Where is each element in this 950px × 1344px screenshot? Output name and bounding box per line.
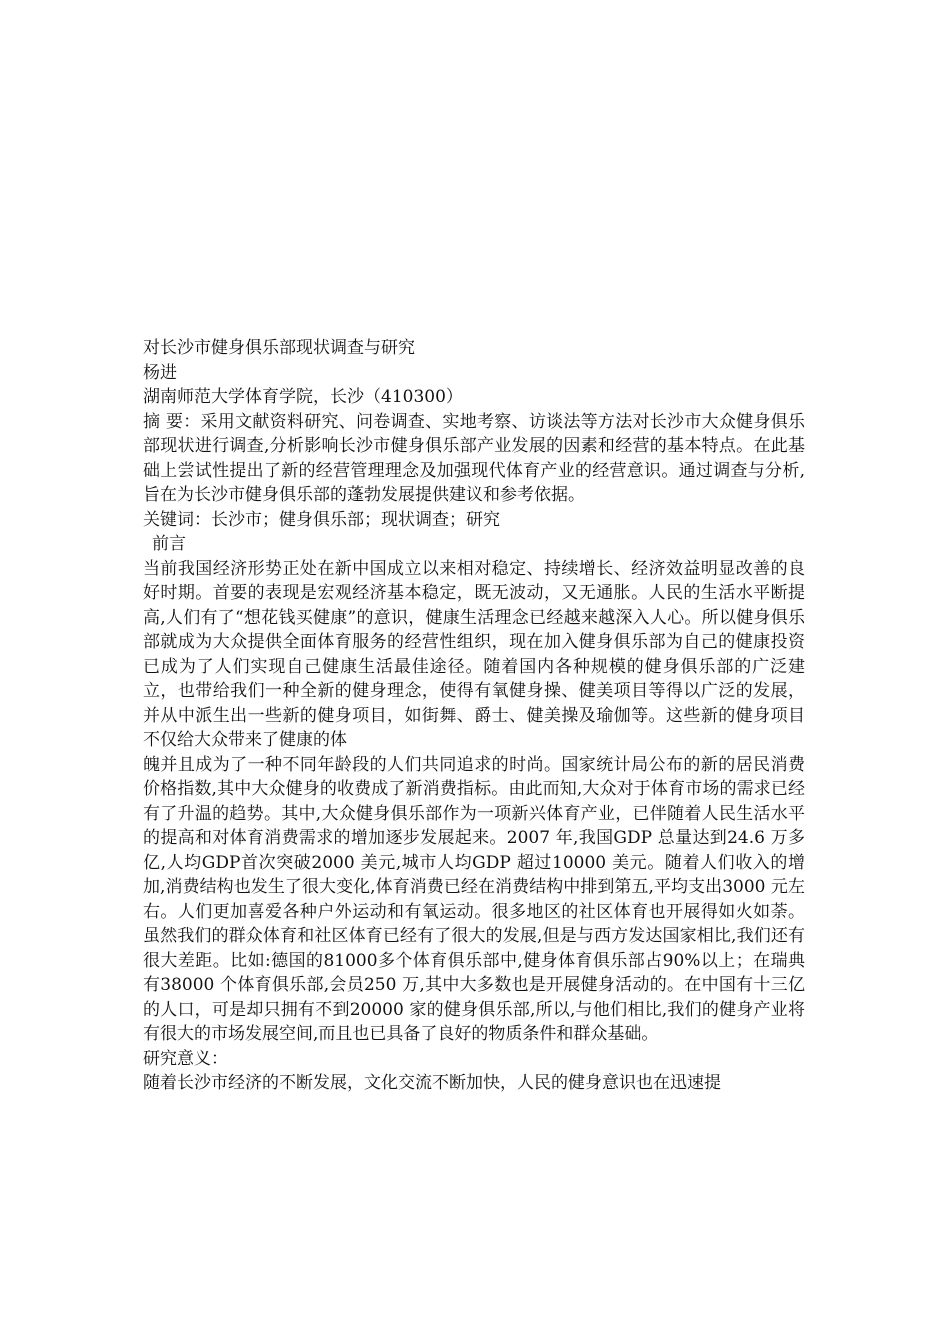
abstract-paragraph: 摘 要：采用文献资料研究、问卷调查、实地考察、访谈法等方法对长沙市大众健身俱乐部现状进行调查,分析影响长沙市健身俱乐部产业发展的因素和经营的基本特点。在此基础上尝试性提出了新的经营管理理念及加强现代体育产业的经营意识。通过调查与分析,旨在为长沙市健身俱乐部的蓬勃发展提供建议和参考依据。	[143, 411, 805, 505]
body-paragraph-2: 魄并且成为了一种不同年龄段的人们共同追求的时尚。国家统计局公布的新的居民消费价格指数,其中大众健身的收费成了新消费指标。由此而知,大众对于体育市场的需求已经有了升温的趋势。其中,大众健身俱乐部作为一项新兴体育产业，已伴随着人民生活水平的提高和对体育消费需求的增加逐步发展起来。2007 年,我国GDP 总量达到24.6 万多亿,人均GDP首次突破2000 美元,城市人均GDP 超过10000 美元。随着人们收入的增加,消费结构也发生了很大变化,体育消费已经在消费结构中排到第五,平均支出3000 元左右。人们更加喜爱各种户外运动和有氧运动。很多地区的社区体育也开展得如火如荼。虽然我们的群众体育和社区体育已经有了很大的发展,但是与西方发达国家相比,我们还有很大差距。比如:德国的81000多个体育俱乐部中,健身体育俱乐部占90%以上；在瑞典有38000 个体育俱乐部,会员250 万,其中大多数也是开展健身活动的。在中国有十三亿的人口，可是却只拥有不到20000 家的健身俱乐部,所以,与他们相比,我们的健身产业将有很大的市场发展空间,而且也已具备了良好的物质条件和群众基础。	[143, 754, 805, 1044]
document-body	[143, 336, 805, 1096]
preface-heading: 前言	[152, 534, 186, 554]
keywords-line: 关键词：长沙市；健身俱乐部；现状调查；研究	[143, 509, 500, 530]
body-paragraph-3: 随着长沙市经济的不断发展，文化交流不断加快，人民的健身意识也在迅速提	[143, 1073, 721, 1093]
document-title: 对长沙市健身俱乐部现状调查与研究	[143, 338, 415, 358]
body-paragraph-1: 当前我国经济形势正处在新中国成立以来相对稳定、持续增长、经济效益明显改善的良好时期。首要的表现是宏观经济基本稳定，既无波动，又无通胀。人民的生活水平断提高,人们有了“想花钱买健康”的意识，健康生活理念已经越来越深入人心。所以健身俱乐部就成为大众提供全面体育服务的经营性组织，现在加入健身俱乐部为自己的健康投资已成为了人们实现自己健康生活最佳途径。随着国内各种规模的健身俱乐部的广泛建立，也带给我们一种全新的健身理念，使得有氧健身操、健美项目等得以广泛的发展，并从中派生出一些新的健身项目，如街舞、爵士、健美操及瑜伽等。这些新的健身项目不仅给大众带来了健康的体	[143, 558, 805, 750]
author-affiliation: 湖南师范大学体育学院，长沙（410300）	[143, 387, 463, 407]
author-name: 杨进	[143, 362, 177, 383]
significance-heading: 研究意义：	[143, 1048, 228, 1069]
